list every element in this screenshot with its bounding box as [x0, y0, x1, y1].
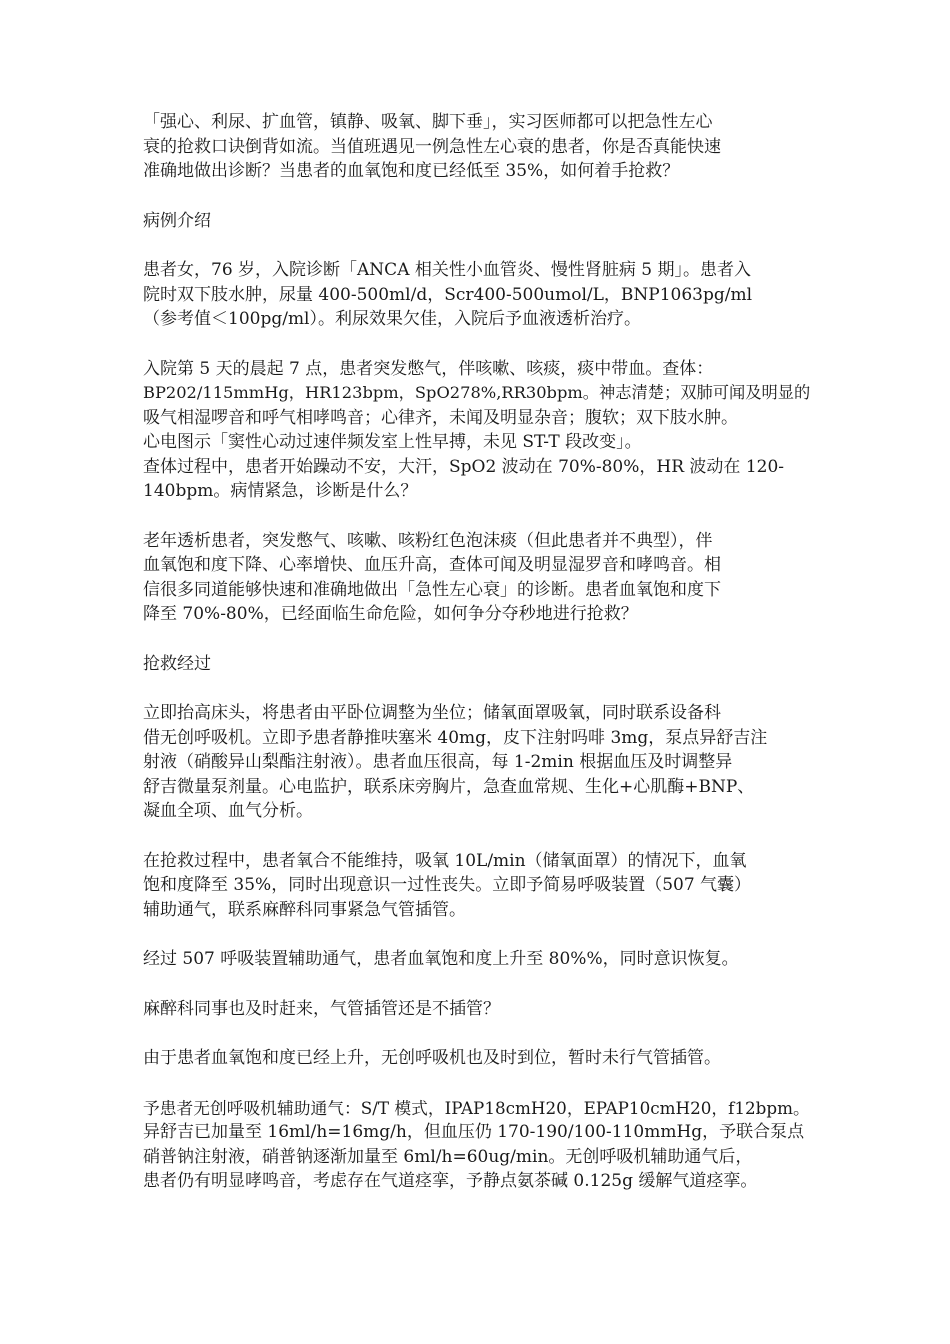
text-line: 经过 507 呼吸装置辅助通气，患者血氧饱和度上升至 80%%，同时意识恢复。 [143, 949, 739, 969]
text-line: 立即抬高床头，将患者由平卧位调整为坐位；储氧面罩吸氧，同时联系设备科 [143, 703, 721, 723]
rescue-paragraph-2 [143, 849, 815, 923]
rescue-paragraph-5 [143, 1046, 815, 1071]
text-line: 入院第 5 天的晨起 7 点，患者突发憋气，伴咳嗽、咳痰，痰中带血。查体： [143, 358, 714, 379]
rescue-paragraph-3 [143, 947, 815, 972]
text-line: 异舒吉已加量至 16ml/h=16mg/h，但血压仍 170-190/100-110mmHg，予联合泵点 [143, 1122, 805, 1142]
document-body [143, 110, 815, 1194]
section-heading-case [143, 209, 815, 234]
text-line: 吸气相湿啰音和呼气相哮鸣音；心律齐，未闻及明显杂音；腹软；双下肢水肿。 [143, 407, 738, 428]
heading-text: 病例介绍 [143, 210, 211, 231]
rescue-paragraph-1 [143, 701, 815, 824]
text-line: 血氧饱和度下降、心率增快、血压升高，查体可闻及明显湿罗音和哮鸣音。相 [143, 555, 721, 575]
diagnosis-paragraph [143, 529, 815, 627]
rescue-paragraph-6 [143, 1096, 815, 1194]
text-line: 借无创呼吸机。立即予患者静推呋塞米 40mg，皮下注射吗啡 3mg，泵点异舒吉注 [143, 727, 768, 748]
text-line: 衰的抢救口诀倒背如流。当值班遇见一例急性左心衰的患者，你是否真能快速 [143, 136, 721, 157]
text-line: 准确地做出诊断？当患者的血氧饱和度已经低至 35%，如何着手抢救？ [143, 161, 680, 181]
text-line: 辅助通气，联系麻醉科同事紧急气管插管。 [143, 899, 466, 920]
text-line: 予患者无创呼吸机辅助通气：S/T 模式，IPAP18cmH20，EPAP10cmH20，f12bpm。 [143, 1097, 810, 1118]
text-line: 在抢救过程中，患者氧合不能维持，吸氧 10L/min（储氧面罩）的情况下，血氧 [143, 850, 747, 871]
text-line: 降至 70%-80%，已经面临生命危险，如何争分夺秒地进行抢救？ [143, 604, 638, 624]
onset-paragraph [143, 357, 815, 504]
text-line: 舒吉微量泵剂量。心电监护，联系床旁胸片，急查血常规、生化+心肌酶+BNP、 [143, 776, 755, 797]
text-line: 信很多同道能够快速和准确地做出「急性左心衰」的诊断。患者血氧饱和度下 [143, 579, 721, 600]
text-line: 查体过程中，患者开始躁动不安，大汗，SpO2 波动在 70%-80%，HR 波动在 120- [143, 456, 785, 477]
text-line: 凝血全项、血气分析。 [143, 801, 313, 821]
rescue-paragraph-4 [143, 997, 815, 1022]
intro-paragraph [143, 110, 815, 184]
text-line: 140bpm。病情紧急，诊断是什么？ [143, 481, 418, 501]
text-line: 心电图示「窦性心动过速伴频发室上性早搏，未见 ST-T 段改变」。 [143, 432, 642, 452]
text-line: 由于患者血氧饱和度已经上升，无创呼吸机也及时到位，暂时未行气管插管。 [143, 1048, 721, 1068]
text-line: 患者仍有明显哮鸣音，考虑存在气道痉挛，予静点氨茶碱 0.125g 缓解气道痉挛。 [143, 1171, 758, 1191]
text-line: 老年透析患者，突发憋气、咳嗽、咳粉红色泡沫痰（但此患者并不典型），伴 [143, 530, 713, 551]
section-heading-rescue [143, 652, 815, 677]
case-paragraph [143, 258, 815, 332]
text-line: 饱和度降至 35%，同时出现意识一过性丧失。立即予简易呼吸装置（507 气囊） [143, 875, 752, 895]
text-line: BP202/115mmHg，HR123bpm，SpO278%,RR30bpm。神志清楚；双肺可闻及明显的 [143, 383, 811, 402]
text-line: 院时双下肢水肿，尿量 400-500ml/d，Scr400-500umol/L，BNP1063pg/ml [143, 284, 753, 305]
heading-text: 抢救经过 [143, 653, 211, 674]
text-line: （参考值＜100pg/ml）。利尿效果欠佳，入院后予血液透析治疗。 [143, 309, 641, 329]
text-line: 患者女，76 岁，入院诊断「ANCA 相关性小血管炎、慢性肾脏病 5 期」。患者入 [143, 260, 751, 280]
text-line: 硝普钠注射液，硝普钠逐渐加量至 6ml/h=60ug/min。无创呼吸机辅助通气后， [143, 1146, 753, 1167]
text-line: 射液（硝酸异山梨酯注射液）。患者血压很高，每 1-2min 根据血压及时调整异 [143, 752, 733, 772]
text-line: 麻醉科同事也及时赶来，气管插管还是不插管？ [143, 998, 500, 1019]
text-line: 「强心、利尿、扩血管，镇静、吸氧、脚下垂」，实习医师都可以把急性左心 [143, 112, 713, 132]
